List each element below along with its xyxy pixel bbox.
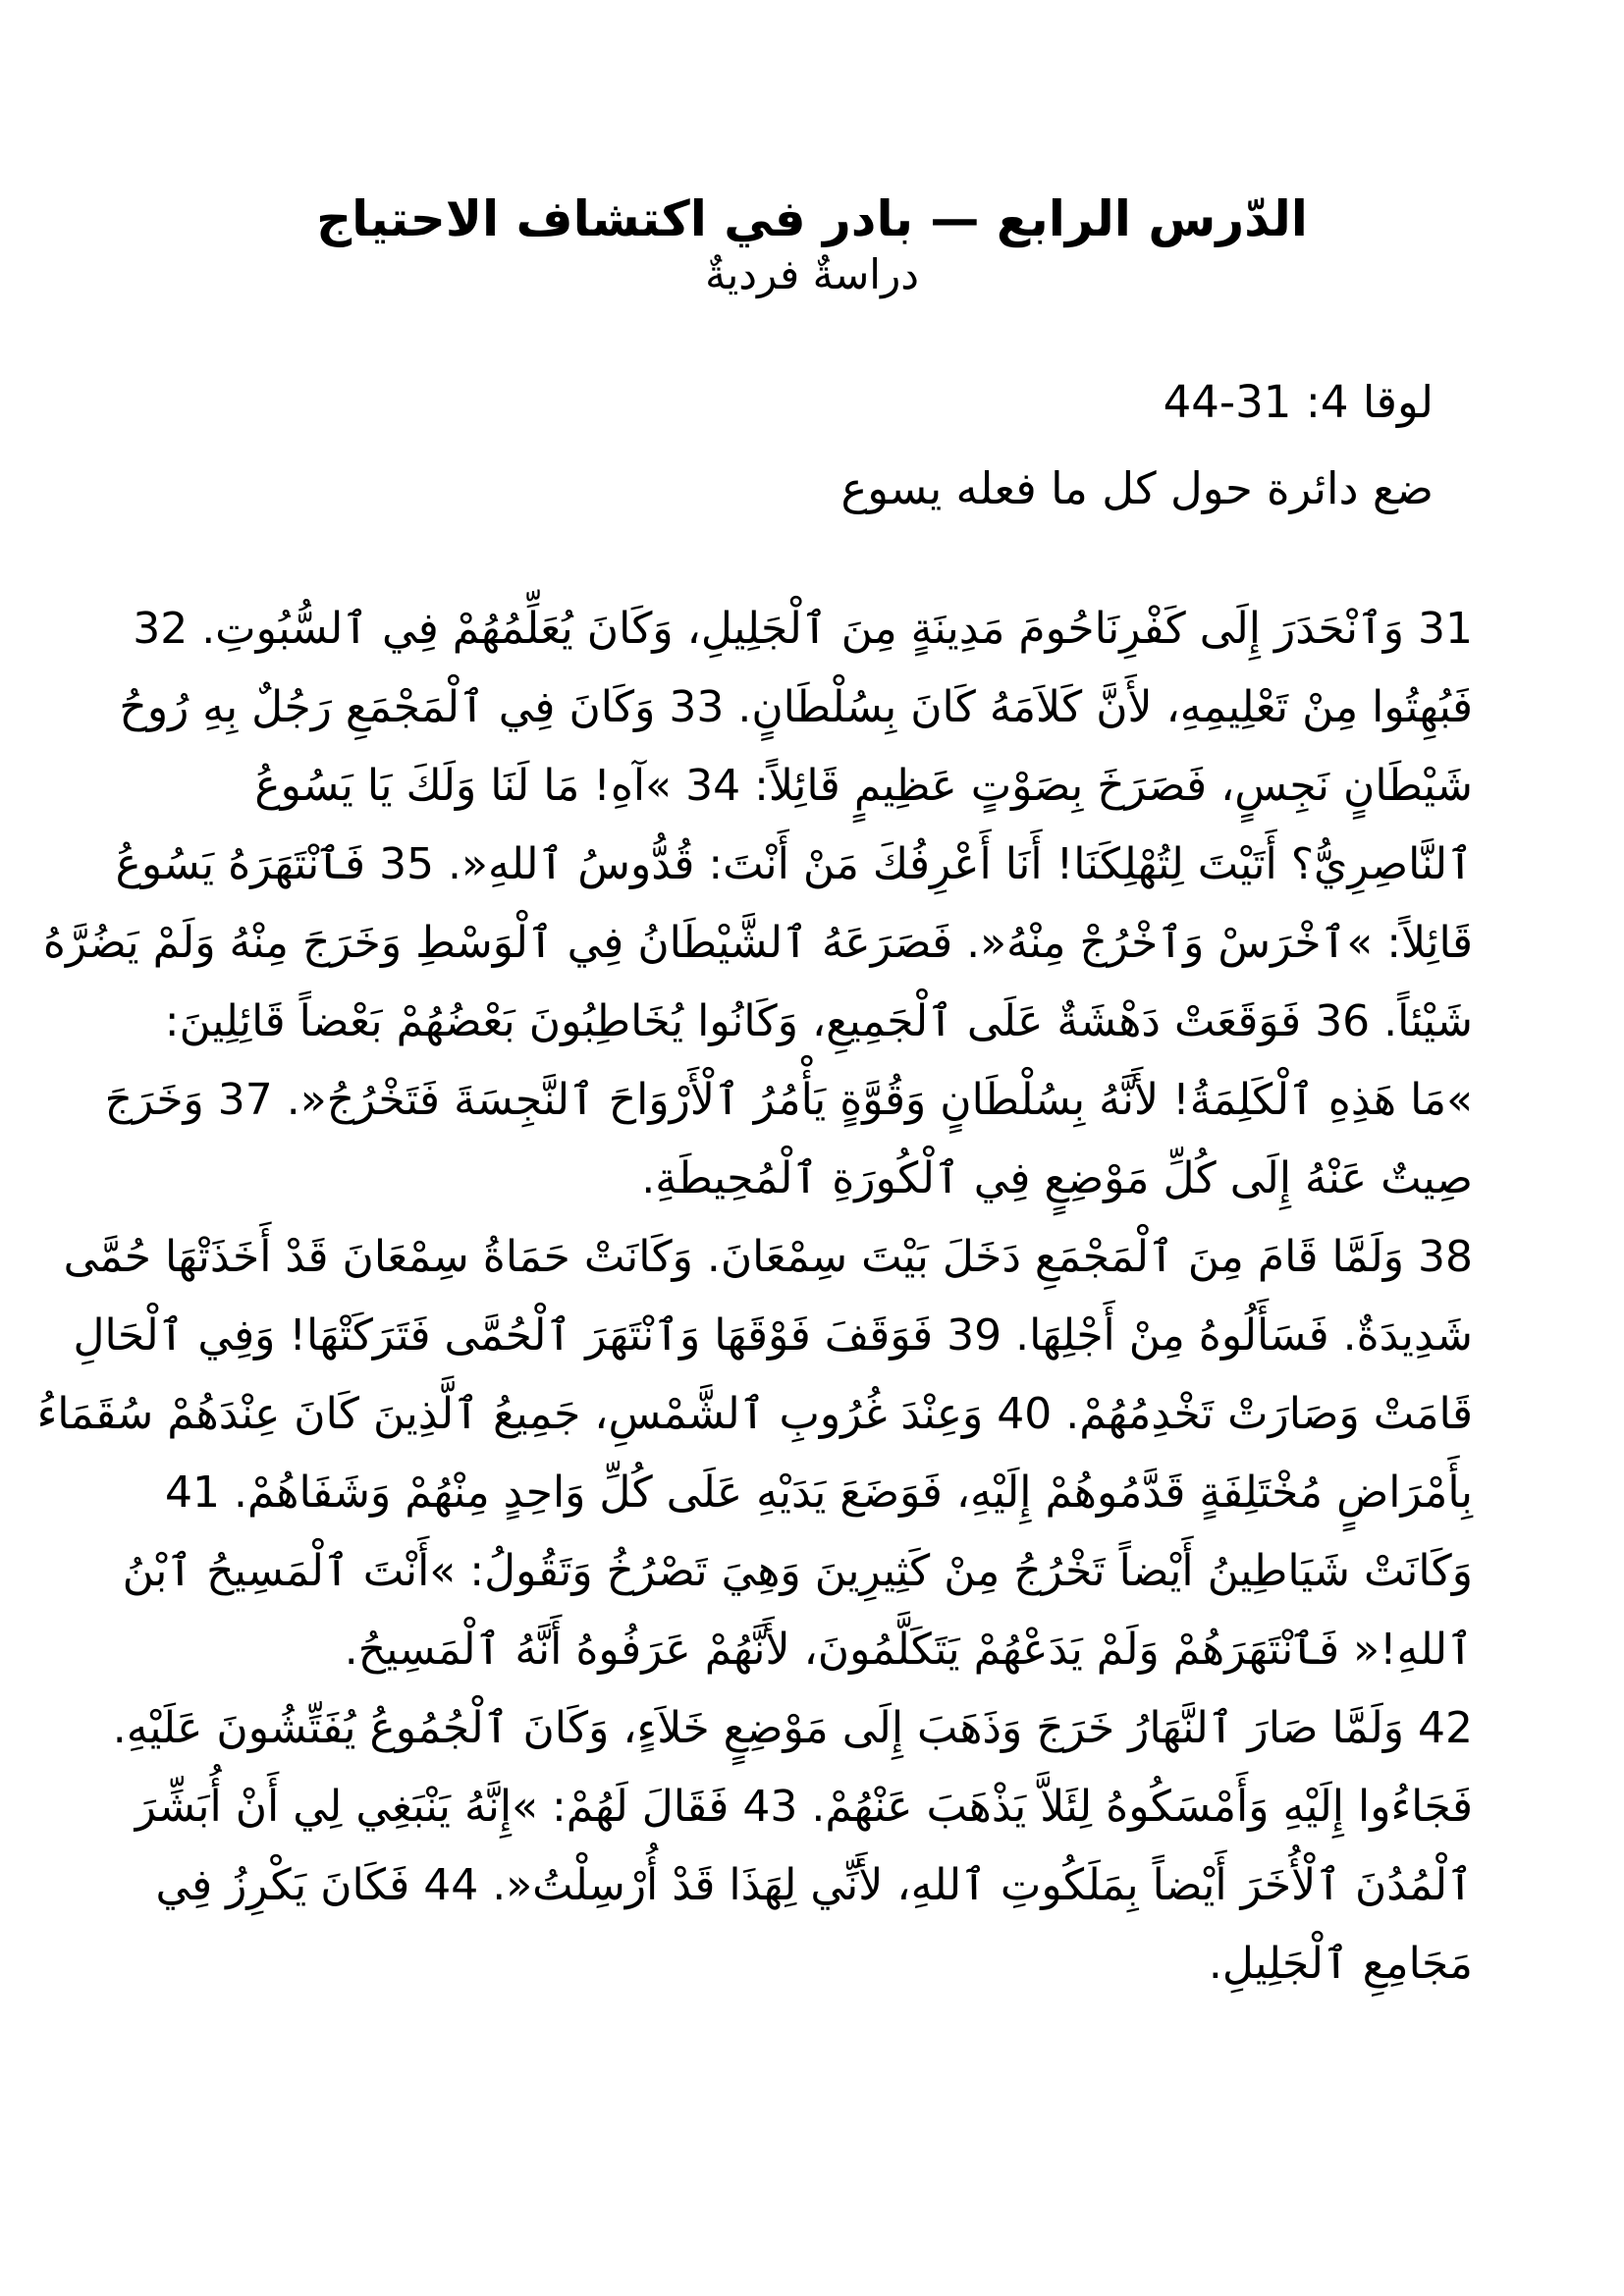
passage-line: »مَا هَذِهِ ٱلْكَلِمَةُ! لأَنَّهُ بِسُلْطَانٍ وَقُوَّةٍ يَأْمُرُ ٱلْأَرْوَاحَ ٱلنَّجِسَةَ فَتَخْرُجُ«. 37 وَخَرَجَ <box>104 1075 1473 1125</box>
passage-line: فَجَاءُوا إِلَيْهِ وَأَمْسَكُوهُ لِئَلاَّ يَذْهَبَ عَنْهُمْ. 43 فَقَالَ لَهُمْ: »إِنَّهُ يَنْبَغِي لِي أَنْ أُبَشِّرَ <box>135 1782 1473 1832</box>
passage-line: شَيْطَانٍ نَجِسٍ، فَصَرَخَ بِصَوْتٍ عَظِيمٍ قَائِلاً: 34 »آهِ! مَا لَنَا وَلَكَ يَا يَسُوعُ <box>254 761 1473 811</box>
passage-line: 38 وَلَمَّا قَامَ مِنَ ٱلْمَجْمَعِ دَخَلَ بَيْتَ سِمْعَانَ. وَكَانَتْ حَمَاةُ سِمْعَانَ قَدْ أَخَذَتْهَا حُمَّى <box>63 1232 1473 1282</box>
circle-activity-instruction: ضع دائرة حول كل ما فعله يسوع <box>840 462 1434 514</box>
passage-line: ٱللهِ!« فَٱنْتَهَرَهُمْ وَلَمْ يَدَعْهُمْ يَتَكَلَّمُونَ، لأَنَّهُمْ عَرَفُوهُ أَنَّهُ ٱلْمَسِيحُ. <box>344 1625 1473 1675</box>
passage-line: شَدِيدَةٌ. فَسَأَلُوهُ مِنْ أَجْلِهَا. 39 فَوَقَفَ فَوْقَهَا وَٱنْتَهَرَ ٱلْحُمَّى فَتَرَكَتْهَا! وَفِي ٱلْحَالِ <box>73 1310 1473 1361</box>
passage-line: قَامَتْ وَصَارَتْ تَخْدِمُهُمْ. 40 وَعِنْدَ غُرُوبِ ٱلشَّمْسِ، جَمِيعُ ٱلَّذِينَ كَانَ عِنْدَهُمْ سُقَمَاءُ <box>36 1389 1473 1439</box>
passage-line: 42 وَلَمَّا صَارَ ٱلنَّهَارُ خَرَجَ وَذَهَبَ إِلَى مَوْضِعٍ خَلاَءٍ، وَكَانَ ٱلْجُمُوعُ يُفَتِّشُونَ عَلَيْهِ. <box>112 1703 1473 1753</box>
passage-line: ٱلْمُدُنَ ٱلْأُخَرَ أَيْضاً بِمَلَكُوتِ ٱللهِ، لأَنِّي لِهَذَا قَدْ أُرْسِلْتُ«. 44 فَكَانَ يَكْرِزُ فِي <box>155 1860 1473 1910</box>
passage-line: مَجَامِعِ ٱلْجَلِيلِ. <box>1208 1939 1473 1989</box>
passage-line: شَيْئاً. 36 فَوَقَعَتْ دَهْشَةٌ عَلَى ٱلْجَمِيعِ، وَكَانُوا يُخَاطِبُونَ بَعْضُهُمْ بَعْضاً قَائِلِينَ: <box>164 996 1473 1046</box>
scripture-reference: لوقا 4: 31‏-‏44 <box>1163 376 1434 428</box>
passage-line: وَكَانَتْ شَيَاطِينُ أَيْضاً تَخْرُجُ مِنْ كَثِيرِينَ وَهِيَ تَصْرُخُ وَتَقُولُ: »أَنْتَ ٱلْمَسِيحُ ٱبْنُ <box>122 1546 1473 1596</box>
study-type-subtitle: دراسةٌ فرديةٌ <box>705 250 919 298</box>
passage-line: صِيتٌ عَنْهُ إِلَى كُلِّ مَوْضِعٍ فِي ٱلْكُورَةِ ٱلْمُحِيطَةِ. <box>641 1153 1473 1203</box>
passage-line: بِأَمْرَاضٍ مُخْتَلِفَةٍ قَدَّمُوهُمْ إِلَيْهِ، فَوَضَعَ يَدَيْهِ عَلَى كُلِّ وَاحِدٍ مِنْهُمْ وَشَفَاهُمْ. 41 <box>165 1468 1473 1518</box>
passage-line: قَائِلاً: »ٱخْرَسْ وَٱخْرُجْ مِنْهُ«. فَصَرَعَهُ ٱلشَّيْطَانُ فِي ٱلْوَسْطِ وَخَرَجَ مِنْهُ وَلَمْ يَضُرَّهُ <box>42 918 1473 968</box>
scripture-passage <box>36 590 1473 2003</box>
passage-line: فَبُهِتُوا مِنْ تَعْلِيمِهِ، لأَنَّ كَلاَمَهُ كَانَ بِسُلْطَانٍ. 33 وَكَانَ فِي ٱلْمَجْمَعِ رَجُلٌ بِهِ رُوحُ <box>119 682 1473 732</box>
lesson-title: الدّرس الرابع — بادر في اكتشاف الاحتياج <box>316 190 1308 247</box>
passage-line: ٱلنَّاصِرِيُّ؟ أَتَيْتَ لِتُهْلِكَنَا! أَنَا أَعْرِفُكَ مَنْ أَنْتَ: قُدُّوسُ ٱللهِ«. 35 فَٱنْتَهَرَهُ يَسُوعُ <box>115 839 1473 889</box>
passage-line: 31 وَٱنْحَدَرَ إِلَى كَفْرِنَاحُومَ مَدِينَةٍ مِنَ ٱلْجَلِيلِ، وَكَانَ يُعَلِّمُهُمْ فِي ٱلسُّبُوتِ. 32 <box>133 604 1473 654</box>
